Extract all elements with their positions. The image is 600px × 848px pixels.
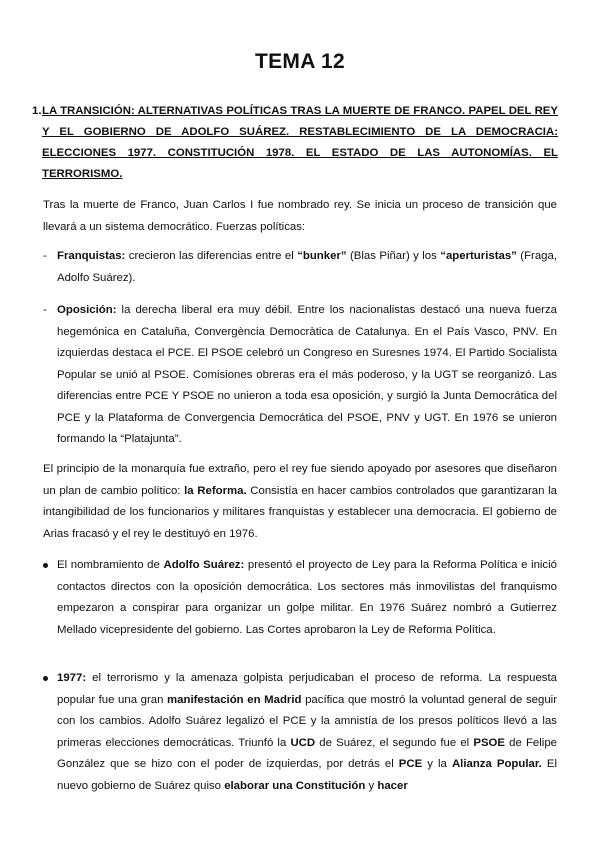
- psoe-term: PSOE: [473, 736, 506, 749]
- alianza-popular-term: Alianza Popular.: [451, 758, 542, 770]
- hacer-term: hacer: [377, 779, 408, 792]
- text-run: la derecha liberal era muy débil. Entre los nacionalistas destacó una nueva fuerza hegemónica en Cataluña, Convergència Democràtica de Catalunya. En el País Vasco, PNV. En izquierdas destaca el PCE. El PSOE celebró un Congreso en Suresnes 1974. El Partido Socialista Popular se unió al PSOE. Comisiones obreras era el más poderoso, y la UGT se reorganizó. Las diferencias entre PCE Y PSOE no unieron a toda esa oposición, y surgió la Junta Democrática del PCE y la Plataforma de Convergencia Democrática del PSOE, PNV y UGT. En 1976 se unieron formando la “Platajunta”.: [57, 304, 557, 445]
- monarquia-paragraph: [43, 459, 557, 545]
- list-item-suarez: [43, 555, 557, 641]
- text-run: (Fraga, Adolfo Suárez).: [57, 250, 557, 284]
- reforma-term: la Reforma.: [184, 484, 247, 497]
- page-title: TEMA 12: [254, 50, 345, 73]
- bullet-marker: [43, 563, 48, 568]
- list-item-1977: [43, 668, 557, 797]
- ucd-term: UCD: [290, 736, 316, 749]
- intro-paragraph: Tras la muerte de Franco, Juan Carlos I fue nombrado rey. Se inicia un proceso de transición que llevará a un sistema democrático. Fuerzas políticas:: [43, 199, 557, 233]
- list-item-oposicion: [43, 300, 557, 451]
- franquistas-label: Franquistas:: [57, 250, 126, 262]
- suarez-term: Adolfo Suárez:: [163, 559, 245, 571]
- constitucion-term: elaborar una Constitución: [224, 779, 366, 792]
- list-item-franquistas: [43, 246, 557, 289]
- pce-term: PCE: [398, 758, 423, 770]
- text-run: pacífica que mostró la voluntad general de seguir con los cambios. Adolfo Suárez legalizó el PCE y la amnistía de los presos políticos llevó a las primeras elecciones democráticas. Triunfó la: [57, 693, 557, 749]
- oposicion-label: Oposición:: [57, 304, 117, 316]
- text-run: y la: [422, 758, 452, 770]
- text-run: (Blas Piñar) y los: [346, 250, 441, 262]
- bunker-term: “bunker”: [297, 250, 347, 262]
- text-run: Consistía en hacer cambios controlados que garantizaran la intangibilidad de los funcionarios y militares franquistas y establecer una democracia. El gobierno de Arias fracasó y el rey le destituyó en 1976.: [43, 484, 557, 540]
- bullet-marker: [43, 676, 48, 681]
- text-run: El nuevo gobierno de Suárez quiso: [57, 758, 557, 792]
- text-run: el terrorismo y la amenaza golpista perjudicaban el proceso de reforma. La respuesta popular fue una gran: [57, 672, 557, 706]
- text-run: de Suárez, el segundo fue el: [315, 736, 474, 749]
- dash-marker: -: [43, 304, 47, 316]
- manifestacion-term: manifestación en Madrid: [167, 693, 302, 706]
- text-run: El nombramiento de: [57, 559, 164, 571]
- text-run: y: [365, 779, 378, 792]
- section-heading: [32, 101, 558, 185]
- text-run: de Felipe González que se hizo con el poder de izquierdas, por detrás el: [57, 736, 557, 770]
- section-title: LA TRANSICIÓN: ALTERNATIVAS POLÍTICAS TRAS LA MUERTE DE FRANCO. PAPEL DEL REY Y EL GOBIERNO DE ADOLFO SUÁREZ. RESTABLECIMIENTO DE LA DEMOCRACIA: ELECCIONES 1977. CONSTITUCIÓN 1978. EL ESTADO DE LAS AUTONOMÍAS. EL TERRORISMO.: [42, 105, 558, 180]
- text-run: crecieron las diferencias entre el: [125, 250, 298, 262]
- text-run: El principio de la monarquía fue extraño, pero el rey fue siendo apoyado por asesores que diseñaron un plan de cambio político:: [43, 463, 557, 497]
- year-1977-label: 1977:: [57, 672, 87, 684]
- aperturistas-term: “aperturistas”: [440, 250, 517, 262]
- dash-marker: -: [43, 250, 47, 262]
- section-number: 1.: [32, 105, 42, 117]
- text-run: presentó el proyecto de Ley para la Reforma Política e inició contactos directos con la oposición democrática. Los sectores más inmovilistas del franquismo empezaron a conspirar para organizar un golpe militar. En 1976 Suárez nombró a Gutierrez Mellado vicepresidente del gobierno. Las Cortes aprobaron la Ley de Reforma Política.: [57, 559, 557, 636]
